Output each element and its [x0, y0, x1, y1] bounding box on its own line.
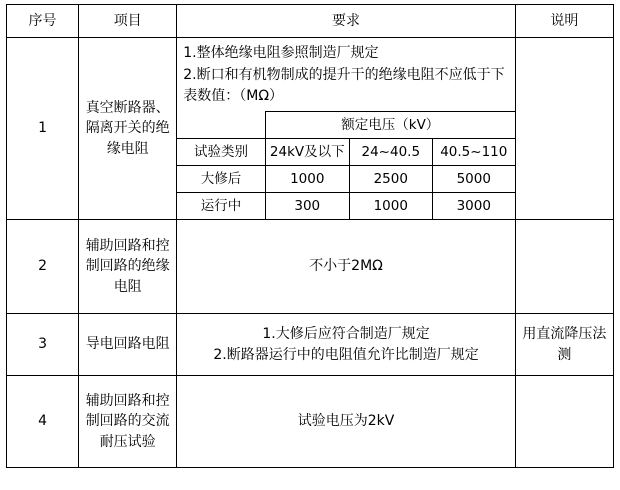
document-sheet	[0, 4, 620, 490]
header-cell-item: 项目	[79, 5, 177, 38]
sub-table-value: 5000	[432, 166, 515, 193]
sub-table-value: 1000	[349, 193, 432, 220]
row-note: 用直流降压法测	[515, 314, 613, 376]
row-note	[515, 376, 613, 468]
row-no: 4	[7, 376, 79, 468]
row-note	[515, 220, 613, 314]
sub-table-voltage-col: 40.5~110	[432, 139, 515, 166]
sub-table-title: 额定电压（kV）	[265, 112, 515, 139]
header-cell-requirement: 要求	[177, 5, 516, 38]
requirement-line: 1.整体绝缘电阻参照制造厂规定	[183, 45, 379, 61]
row-requirement: 试验电压为2kV	[177, 376, 516, 468]
sub-table-corner-label: 试验类别	[177, 139, 265, 166]
sub-table-voltage-col: 24~40.5	[349, 139, 432, 166]
sub-table-header-row	[177, 139, 515, 166]
header-cell-note: 说明	[515, 5, 613, 38]
header-cell-no: 序号	[7, 5, 79, 38]
row-requirement	[177, 314, 516, 376]
sub-table-voltage-col: 24kV及以下	[265, 139, 349, 166]
row-item: 辅助回路和控制回路的交流耐压试验	[79, 376, 177, 468]
row-item: 导电回路电阻	[79, 314, 177, 376]
requirement-line: 2.断路器运行中的电阻值允许比制造厂规定	[213, 346, 479, 363]
row-no: 3	[7, 314, 79, 376]
sub-table-data-row	[177, 193, 515, 220]
table-row	[7, 38, 614, 220]
voltage-sub-table	[177, 111, 516, 219]
sub-table-value: 300	[265, 193, 349, 220]
sub-table-row-label: 大修后	[177, 166, 265, 193]
table-row	[7, 220, 614, 314]
row-note	[515, 38, 613, 220]
row-no: 1	[7, 38, 79, 220]
table-row	[7, 376, 614, 468]
sub-table-row-label: 运行中	[177, 193, 265, 220]
requirement-text-block	[177, 38, 515, 111]
sub-table-value: 1000	[265, 166, 349, 193]
sub-table-title-row	[177, 112, 515, 139]
sub-table-data-row	[177, 166, 515, 193]
row-item: 真空断路器、隔离开关的绝缘电阻	[79, 38, 177, 220]
specification-table	[6, 4, 614, 468]
table-row	[7, 314, 614, 376]
row-requirement	[177, 38, 516, 220]
requirement-line: 2.断口和有机物制成的提升干的绝缘电阻不应低于下表数值：（MΩ）	[183, 66, 505, 105]
row-no: 2	[7, 220, 79, 314]
requirement-line: 1.大修后应符合制造厂规定	[262, 326, 430, 343]
sub-table-value: 3000	[432, 193, 515, 220]
row-item: 辅助回路和控制回路的绝缘电阻	[79, 220, 177, 314]
row-requirement: 不小于2MΩ	[177, 220, 516, 314]
table-header-row	[7, 5, 614, 38]
sub-table-value: 2500	[349, 166, 432, 193]
